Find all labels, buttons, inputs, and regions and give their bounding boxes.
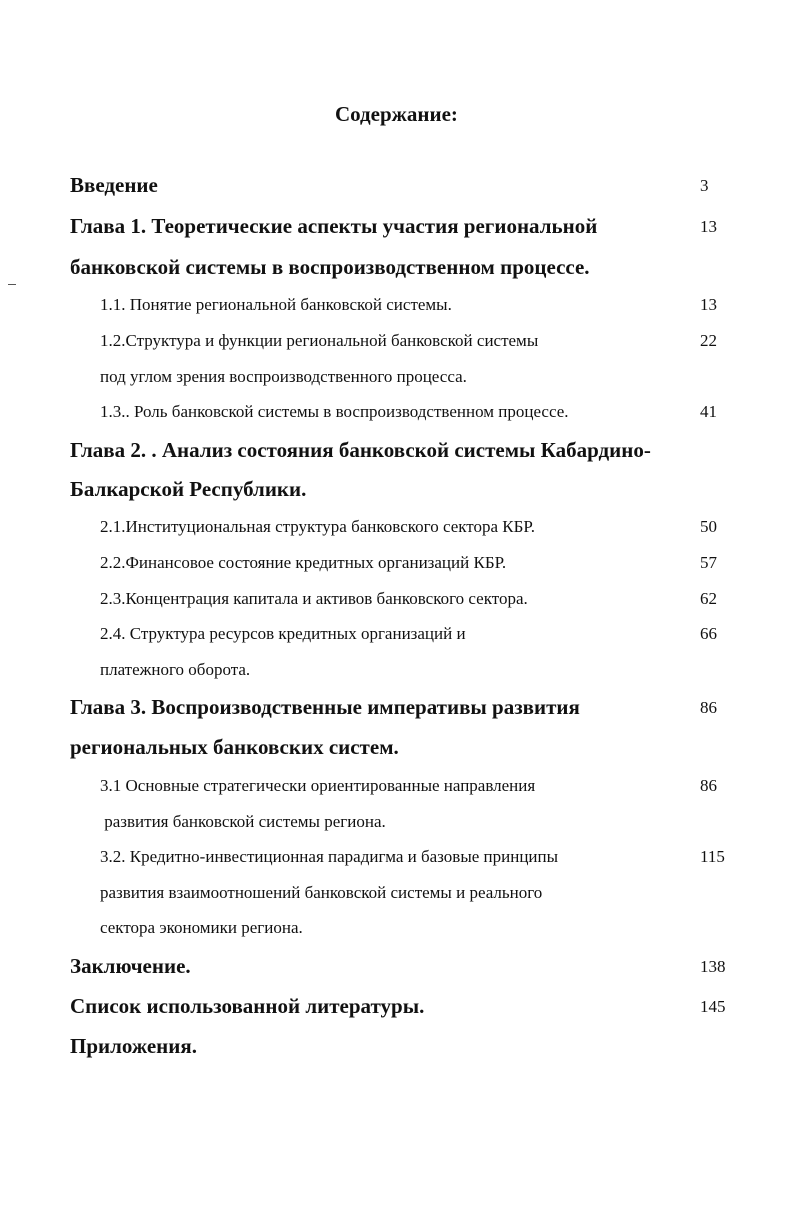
toc-s3-2-line3: сектора экономики региона. <box>100 918 303 937</box>
toc-ch3-page: 86 <box>700 698 717 717</box>
toc-ch1-line1: Глава 1. Теоретические аспекты участия региональной <box>70 214 598 238</box>
toc-conclusion-page: 138 <box>700 957 726 976</box>
toc-s1-3-page: 41 <box>700 402 717 421</box>
toc-ch3-line2: региональных банковских систем. <box>70 735 399 759</box>
toc-references-page: 145 <box>700 997 726 1016</box>
toc-intro-label: Введение <box>70 173 158 197</box>
toc-s3-1-line2: развития банковской системы региона. <box>100 812 386 831</box>
toc-s1-2-line1: 1.2.Структура и функции региональной банковской системы <box>100 331 539 350</box>
toc-s2-2-label: 2.2.Финансовое состояние кредитных организаций КБР. <box>100 553 507 572</box>
toc-s1-2-line2: под углом зрения воспроизводственного процесса. <box>100 367 467 386</box>
toc-appendix-label: Приложения. <box>70 1034 197 1058</box>
toc-s2-2-page: 57 <box>700 553 717 572</box>
toc-references-label: Список использованной литературы. <box>70 994 425 1018</box>
toc-s2-3-label: 2.3.Концентрация капитала и активов банковского сектора. <box>100 589 528 608</box>
toc-s2-4-line2: платежного оборота. <box>100 660 251 679</box>
toc-ch3-line1: Глава 3. Воспроизводственные императивы развития <box>70 695 580 719</box>
toc-s1-1-label: 1.1. Понятие региональной банковской системы. <box>100 295 452 314</box>
toc-s1-1-page: 13 <box>700 295 717 314</box>
toc-ch1-page: 13 <box>700 217 717 236</box>
toc-s3-2-page: 115 <box>700 847 725 866</box>
page-title: Содержание: <box>335 102 458 126</box>
toc-intro-page: 3 <box>700 176 709 195</box>
toc-s2-1-page: 50 <box>700 517 717 536</box>
toc-ch2-line1: Глава 2. . Анализ состояния банковской системы Кабардино- <box>70 438 651 462</box>
toc-s3-2-line2: развития взаимоотношений банковской системы и реального <box>100 883 543 902</box>
toc-s1-3-label: 1.3.. Роль банковской системы в воспроизводственном процессе. <box>100 402 569 421</box>
toc-s2-4-page: 66 <box>700 624 717 643</box>
toc-conclusion-label: Заключение. <box>70 954 191 978</box>
toc-s2-1-label: 2.1.Институциональная структура банковского сектора КБР. <box>100 517 535 536</box>
toc-ch2-line2: Балкарской Республики. <box>70 477 307 501</box>
margin-mark <box>8 284 16 285</box>
toc-s3-1-page: 86 <box>700 776 717 795</box>
toc-s2-4-line1: 2.4. Структура ресурсов кредитных организаций и <box>100 624 466 643</box>
toc-s1-2-page: 22 <box>700 331 717 350</box>
toc-s3-1-line1: 3.1 Основные стратегически ориентированные направления <box>100 776 536 795</box>
toc-s2-3-page: 62 <box>700 589 717 608</box>
toc-ch1-line2: банковской системы в воспроизводственном процессе. <box>70 255 590 279</box>
toc-s3-2-line1: 3.2. Кредитно-инвестиционная парадигма и базовые принципы <box>100 847 559 866</box>
